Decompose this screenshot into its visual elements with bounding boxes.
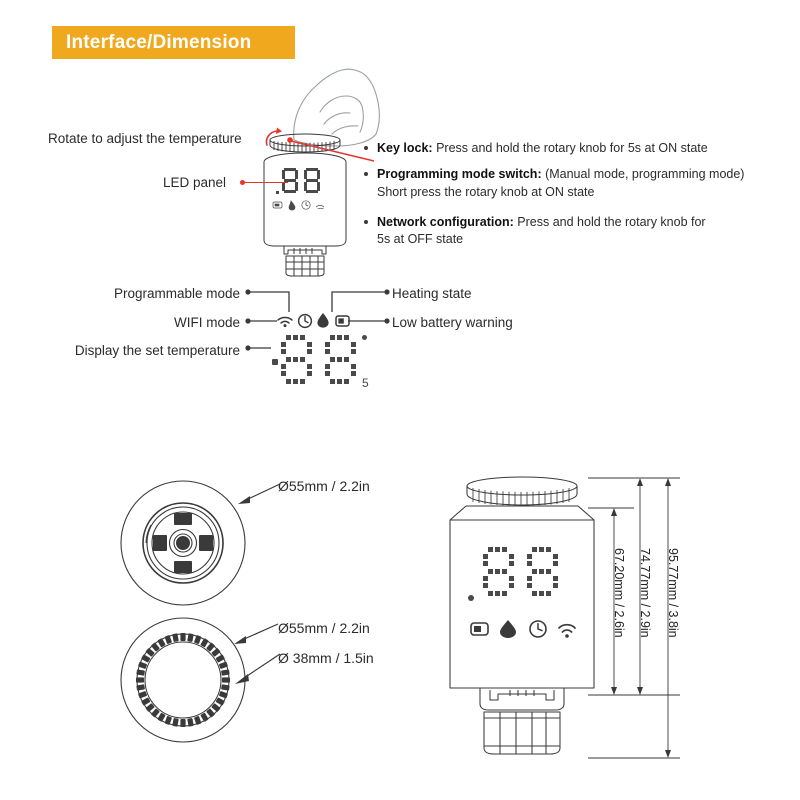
spec-item-text: Press and hold the rotary knob for 5s at ON state (432, 141, 708, 155)
spec-item-key-lock (364, 140, 784, 157)
spec-item-text: (Manual mode, programming mode) Short press the rotary knob at ON state (377, 167, 745, 199)
seven-segment-digit (527, 547, 558, 596)
leader-line-led-panel (243, 182, 288, 184)
clock-icon (299, 315, 312, 328)
bullet-icon (364, 172, 368, 176)
leader-line-keylock (286, 136, 376, 164)
flame-icon (317, 313, 328, 328)
dimension-total-height-label: 95.77mm / 3.8in (666, 548, 680, 638)
led-seven-segment-display (272, 333, 384, 391)
display-unit-suffix: 5 (362, 376, 369, 390)
spec-item-title: Key lock: (377, 141, 433, 155)
device-bottom-status-icons (470, 617, 576, 639)
seven-segment-digit (281, 335, 312, 384)
dimension-bottom-circle-outer-label: Ø55mm / 2.2in (278, 620, 370, 636)
page-title: Interface/Dimension (66, 31, 252, 53)
spec-item-text: Press and hold the rotary knob for 5s at OFF state (377, 214, 706, 246)
clock-icon (530, 621, 546, 637)
bullet-icon (364, 146, 368, 150)
spec-item-title: Programming mode switch: (377, 167, 542, 182)
dimension-body-height-label: 67.20mm / 2.6in (612, 548, 626, 638)
callout-display-set-temperature-label: Display the set temperature (74, 343, 240, 358)
battery-icon (336, 316, 349, 326)
led-status-icon-row (276, 310, 348, 330)
callout-wifi-mode-label: WIFI mode (173, 315, 240, 330)
dimension-bottom-circle-inner-label: Ø 38mm / 1.5in (278, 650, 374, 666)
leader-line-top-circle (228, 480, 284, 520)
callout-low-battery-label: Low battery warning (392, 315, 513, 330)
seven-segment-digit (325, 335, 356, 384)
spec-list (364, 140, 784, 257)
spec-item-programming-mode (364, 166, 784, 201)
battery-icon (471, 623, 488, 635)
dimension-top-circle-label: Ø55mm / 2.2in (278, 478, 370, 494)
wifi-icon (278, 317, 292, 323)
device-bottom-led-display (468, 545, 578, 607)
seven-segment-digit (483, 547, 514, 596)
callout-led-panel-label: LED panel (163, 175, 227, 190)
callout-heating-state-label: Heating state (392, 286, 472, 301)
callout-rotate-label: Rotate to adjust the temperature (48, 131, 242, 146)
spec-item-title: Network configuration: (377, 214, 514, 229)
wifi-icon (559, 625, 575, 632)
flame-icon (500, 620, 516, 638)
spec-item-network-config (364, 214, 784, 249)
device-top-status-icons (272, 199, 328, 211)
bullet-icon (364, 220, 368, 224)
callout-programmable-mode-label: Programmable mode (113, 286, 240, 301)
section-title-banner (52, 26, 295, 59)
dimension-body-crown-height-label: 74.77mm / 2.9in (638, 548, 652, 638)
leader-line-bottom-circle-inner (218, 648, 284, 692)
